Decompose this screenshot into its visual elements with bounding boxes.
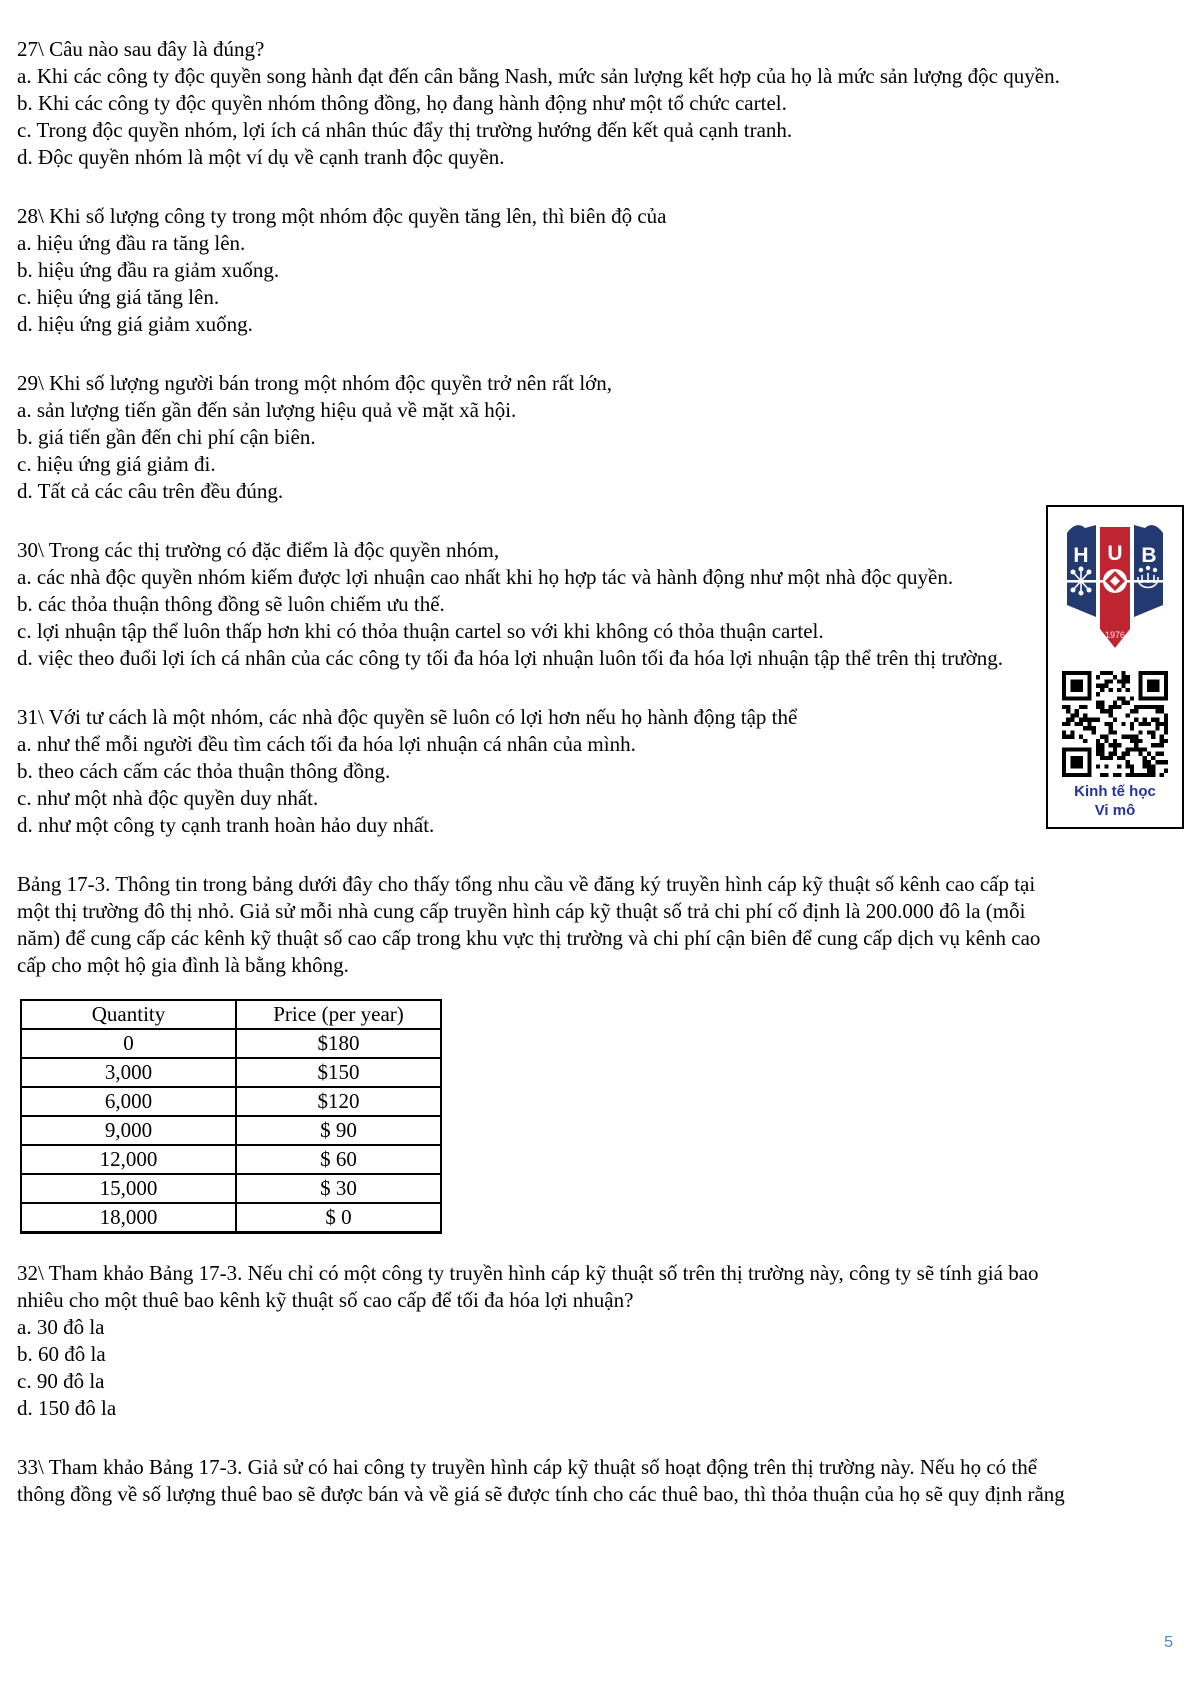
- question-option: d. như một công ty cạnh tranh hoàn hảo duy nhất.: [17, 813, 435, 837]
- question-stem: 31\ Với tư cách là một nhóm, các nhà độc quyền sẽ luôn có lợi hơn nếu họ hành động tập thể: [17, 705, 798, 729]
- question-stem: 27\ Câu nào sau đây là đúng?: [17, 37, 265, 61]
- qr-code: [1062, 671, 1168, 777]
- question-option: d. hiệu ứng giá giảm xuống.: [17, 312, 253, 336]
- demand-table: [20, 999, 442, 1234]
- table-row: 18,000 $ 0: [21, 1203, 441, 1233]
- question-31: [17, 704, 1065, 839]
- question-stem: 28\ Khi số lượng công ty trong một nhóm độc quyền tăng lên, thì biên độ của: [17, 204, 667, 228]
- table-header-quantity: Quantity: [21, 1000, 236, 1029]
- svg-text:1976: 1976: [1104, 630, 1126, 640]
- question-30: [17, 537, 1065, 672]
- hub-shield-icon: [1064, 517, 1166, 665]
- question-option: b. hiệu ứng đầu ra giảm xuống.: [17, 258, 280, 282]
- caption-line-2: Vi mô: [1094, 802, 1136, 819]
- question-option: a. 30 đô la: [17, 1315, 105, 1339]
- question-option: b. 60 đô la: [17, 1342, 106, 1366]
- question-option: a. Khi các công ty độc quyền song hành đạt đến cân bằng Nash, mức sản lượng kết hợp của họ là mức sản lượng độc quyền.: [17, 64, 1060, 88]
- document-body: [17, 36, 1065, 1540]
- question-stem: 32\ Tham khảo Bảng 17-3. Nếu chỉ có một công ty truyền hình cáp kỹ thuật số trên thị trường này, công ty sẽ tính giá bao nhiêu cho một thuê bao kênh kỹ thuật số cao cấp để tối đa hóa lợi nhuận?: [17, 1261, 1039, 1312]
- question-option: a. các nhà độc quyền nhóm kiếm được lợi nhuận cao nhất khi họ hợp tác và hành động như một nhà độc quyền.: [17, 565, 954, 589]
- question-option: a. sản lượng tiến gần đến sản lượng hiệu quả về mặt xã hội.: [17, 398, 517, 422]
- question-stem: 30\ Trong các thị trường có đặc điểm là độc quyền nhóm,: [17, 538, 500, 562]
- question-33: [17, 1454, 1065, 1508]
- table-header-price: Price (per year): [236, 1000, 441, 1029]
- question-option: c. 90 đô la: [17, 1369, 105, 1393]
- svg-text:B: B: [1141, 544, 1157, 567]
- table-row: 12,000 $ 60: [21, 1145, 441, 1174]
- question-option: d. việc theo đuổi lợi ích cá nhân của các công ty tối đa hóa lợi nhuận luôn tối đa hóa lợi nhuận tập thể trên thị trường.: [17, 646, 1003, 670]
- question-option: a. như thể mỗi người đều tìm cách tối đa hóa lợi nhuận cá nhân của mình.: [17, 732, 636, 756]
- question-stem: 33\ Tham khảo Bảng 17-3. Giả sử có hai công ty truyền hình cáp kỹ thuật số hoạt động trên thị trường này. Nếu họ có thể thông đồng về số lượng thuê bao sẽ được bán và về giá sẽ được tính cho các thuê bao, thì thỏa thuận của họ sẽ quy định rằng: [17, 1455, 1065, 1506]
- table-row: 0 $180: [21, 1029, 441, 1058]
- box-caption: [1074, 782, 1156, 820]
- question-option: b. Khi các công ty độc quyền nhóm thông đồng, họ đang hành động như một tổ chức cartel.: [17, 91, 787, 115]
- question-32: [17, 1260, 1065, 1422]
- question-option: d. 150 đô la: [17, 1396, 117, 1420]
- question-option: c. như một nhà độc quyền duy nhất.: [17, 786, 319, 810]
- question-29: [17, 370, 1065, 505]
- caption-line-1: Kinh tế học: [1074, 783, 1156, 800]
- question-option: b. giá tiến gần đến chi phí cận biên.: [17, 425, 316, 449]
- page-number: 5: [1164, 1634, 1173, 1651]
- table-row: 9,000 $ 90: [21, 1116, 441, 1145]
- question-option: b. các thỏa thuận thông đồng sẽ luôn chiếm ưu thế.: [17, 592, 445, 616]
- table-header-row: [21, 1000, 441, 1029]
- question-option: a. hiệu ứng đầu ra tăng lên.: [17, 231, 246, 255]
- question-28: [17, 203, 1065, 338]
- branding-box: [1046, 505, 1184, 829]
- table-intro: Bảng 17-3. Thông tin trong bảng dưới đây cho thấy tổng nhu cầu về đăng ký truyền hình cáp kỹ thuật số kênh cao cấp tại một thị trường đô thị nhỏ. Giả sử mỗi nhà cung cấp truyền hình cáp kỹ thuật số trả chi phí cố định là 200.000 đô la (mỗi năm) để cung cấp các kênh kỹ thuật số cao cấp trong khu vực thị trường và chi phí cận biên để cung cấp dịch vụ kênh cao cấp cho một hộ gia đình là bằng không.: [17, 872, 1041, 977]
- svg-text:U: U: [1107, 542, 1123, 565]
- svg-text:H: H: [1073, 544, 1089, 567]
- table-row: 3,000 $150: [21, 1058, 441, 1087]
- table-17-3-section: [17, 871, 1065, 1234]
- table-row: 15,000 $ 30: [21, 1174, 441, 1203]
- question-option: c. lợi nhuận tập thể luôn thấp hơn khi có thỏa thuận cartel so với khi không có thỏa thuận cartel.: [17, 619, 824, 643]
- question-option: d. Tất cả các câu trên đều đúng.: [17, 479, 284, 503]
- question-option: c. hiệu ứng giá tăng lên.: [17, 285, 220, 309]
- coin-icon: [1103, 569, 1127, 593]
- question-option: c. hiệu ứng giá giảm đi.: [17, 452, 216, 476]
- question-stem: 29\ Khi số lượng người bán trong một nhóm độc quyền trở nên rất lớn,: [17, 371, 613, 395]
- table-row: 6,000 $120: [21, 1087, 441, 1116]
- question-option: d. Độc quyền nhóm là một ví dụ về cạnh tranh độc quyền.: [17, 145, 505, 169]
- question-option: c. Trong độc quyền nhóm, lợi ích cá nhân thúc đẩy thị trường hướng đến kết quả cạnh tranh.: [17, 118, 793, 142]
- question-27: [17, 36, 1065, 171]
- question-option: b. theo cách cấm các thỏa thuận thông đồng.: [17, 759, 391, 783]
- hub-logo: [1064, 517, 1166, 665]
